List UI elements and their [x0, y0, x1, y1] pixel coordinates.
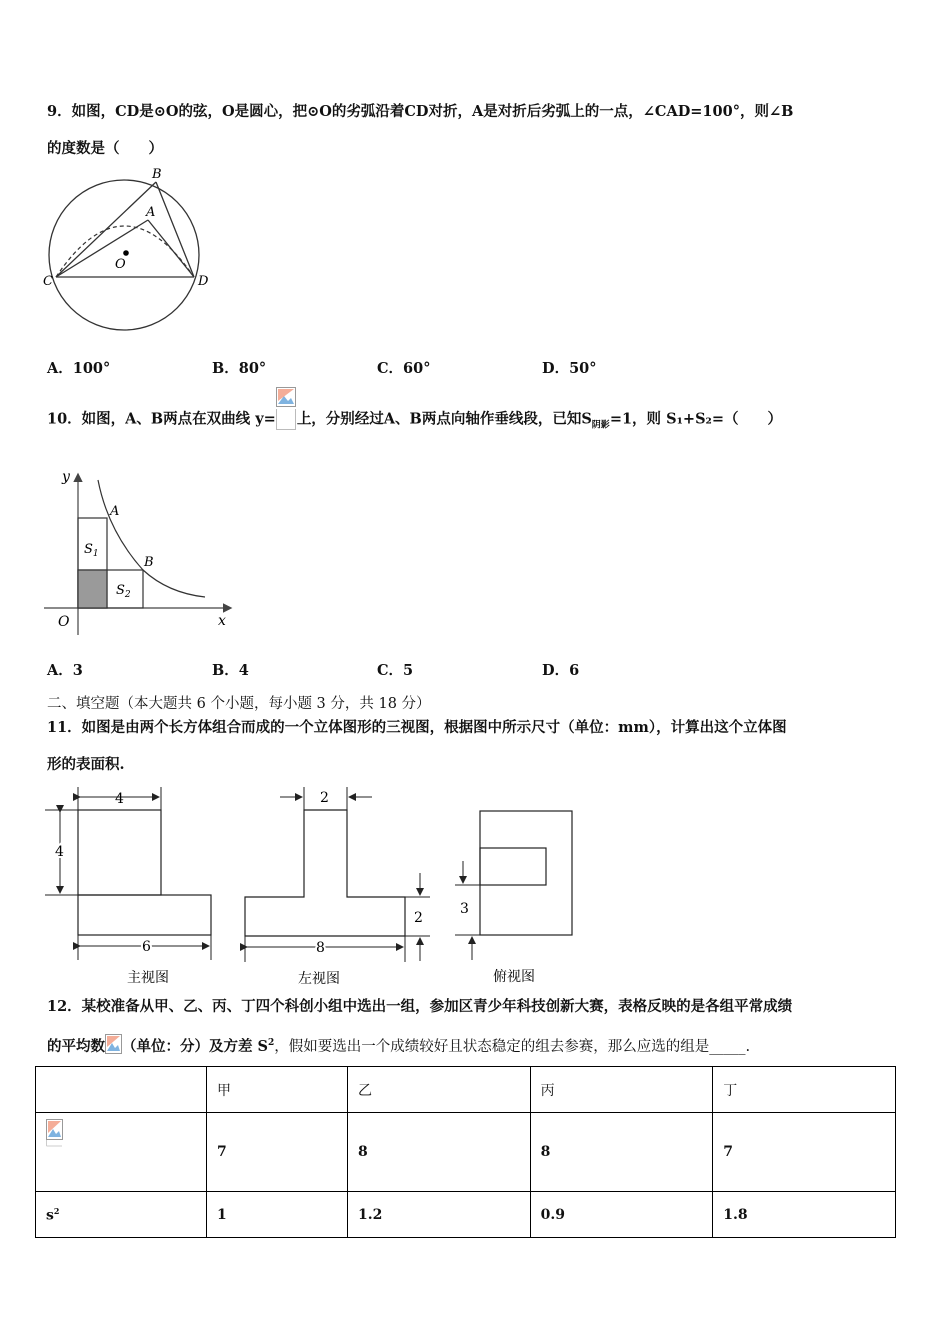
label-b: B	[144, 555, 154, 570]
fraction-placeholder	[276, 409, 296, 430]
table-cell: 7	[713, 1113, 896, 1192]
table-cell: 8	[347, 1113, 530, 1192]
top-view-caption: 俯视图	[493, 969, 535, 985]
mean-label-cell	[36, 1113, 207, 1192]
question-12-line2: 的平均数 （单位：分）及方差 $S^2$，假如要选出一个成绩较好且状态稳定的组去参赛，那么应选的组是_____.	[47, 1025, 907, 1066]
label-b: B	[152, 167, 162, 182]
table-row	[36, 1113, 896, 1192]
question-9-figure	[40, 165, 220, 337]
broken-image-icon	[276, 387, 296, 407]
left-dim-right: 2	[414, 910, 423, 926]
center-point	[123, 250, 129, 256]
label-o: O	[115, 257, 126, 272]
question-10-text-mid: 上，分别经过A、B两点向轴作垂线段，已知S	[296, 410, 592, 428]
broken-image-icon	[105, 1034, 122, 1054]
question-11-line2: 形的表面积.	[47, 756, 125, 773]
table-cell: 丙	[530, 1067, 713, 1113]
option-a[interactable]: A．100°	[47, 360, 111, 377]
front-dim-bottom: 6	[142, 939, 151, 955]
label-a: A	[110, 504, 120, 519]
table-row	[36, 1192, 896, 1238]
segment-bd	[156, 182, 194, 277]
question-9-line2: 的度数是（ ）	[47, 140, 163, 157]
option-d[interactable]: D．6	[542, 662, 580, 679]
table-cell: 乙	[347, 1067, 530, 1113]
hyperbola	[98, 480, 205, 597]
label-a: A	[146, 205, 156, 220]
table-cell	[36, 1067, 207, 1113]
question-12	[47, 988, 907, 1066]
question-11-line1: 11．如图是由两个长方体组合而成的一个立体图形的三视图，根据图中所示尺寸（单位：mm），计算出这个立体图	[47, 719, 787, 736]
table-cell: 丁	[713, 1067, 896, 1113]
question-9-line1: 9．如图，CD是⊙O的弦，O是圆心，把⊙O的劣弧沿着CD对折，A是对折后劣弧上的一点，∠CAD=100°，则∠B	[47, 103, 794, 120]
question-11	[47, 709, 907, 783]
segment-ca	[56, 220, 148, 277]
label-s2: $S_2$	[116, 583, 131, 600]
left-dim-bottom: 8	[316, 940, 325, 956]
label-x: x	[218, 613, 226, 629]
segment-ad	[148, 220, 194, 277]
question-10-subscript: 阴影	[591, 420, 610, 431]
front-view-caption: 主视图	[127, 970, 169, 986]
front-dim-top: 4	[115, 791, 124, 807]
question-9	[47, 93, 907, 167]
table-cell: 0.9	[530, 1192, 713, 1238]
variance-label-cell: $s^2$	[36, 1192, 207, 1238]
table-cell: 甲	[207, 1067, 348, 1113]
scores-table	[35, 1066, 896, 1238]
question-12-line1: 12．某校准备从甲、乙、丙、丁四个科创小组中选出一组，参加区青少年科技创新大赛，表格反映的是各组平常成绩	[47, 998, 793, 1015]
top-view	[455, 811, 572, 985]
table-header-row	[36, 1067, 896, 1113]
table-cell: 1	[207, 1192, 348, 1238]
table-cell: 1.8	[713, 1192, 896, 1238]
option-c[interactable]: C．60°	[377, 360, 431, 377]
top-dim-left: 3	[460, 901, 469, 917]
front-view	[45, 787, 211, 986]
question-10-text-after: =1，则 S₁+S₂=（ ）	[609, 410, 783, 428]
label-s1: $S_1$	[84, 542, 99, 559]
question-10-figure	[40, 463, 240, 635]
section-heading: 二、填空题（本大题共 6 个小题，每小题 3 分，共 18 分）	[47, 696, 431, 712]
three-views-figure	[40, 785, 580, 990]
question-10	[47, 389, 907, 435]
table-cell: 7	[207, 1113, 348, 1192]
label-c: C	[43, 274, 53, 289]
left-dim-top: 2	[320, 790, 329, 806]
shaded-region	[78, 570, 107, 608]
table-cell: 1.2	[347, 1192, 530, 1238]
front-dim-left: 4	[55, 844, 64, 860]
label-y: y	[62, 469, 70, 485]
option-d[interactable]: D．50°	[542, 360, 597, 377]
broken-image-icon	[46, 1119, 63, 1147]
option-b[interactable]: B．80°	[212, 360, 267, 377]
table-cell: 8	[530, 1113, 713, 1192]
question-10-text-before: 10．如图，A、B两点在双曲线 y=	[47, 410, 276, 428]
label-d: D	[198, 274, 209, 289]
label-o: O	[58, 614, 70, 630]
left-view-caption: 左视图	[298, 971, 340, 987]
option-c[interactable]: C．5	[377, 662, 414, 679]
option-a[interactable]: A．3	[47, 662, 83, 679]
option-b[interactable]: B．4	[212, 662, 249, 679]
left-view	[245, 787, 430, 987]
